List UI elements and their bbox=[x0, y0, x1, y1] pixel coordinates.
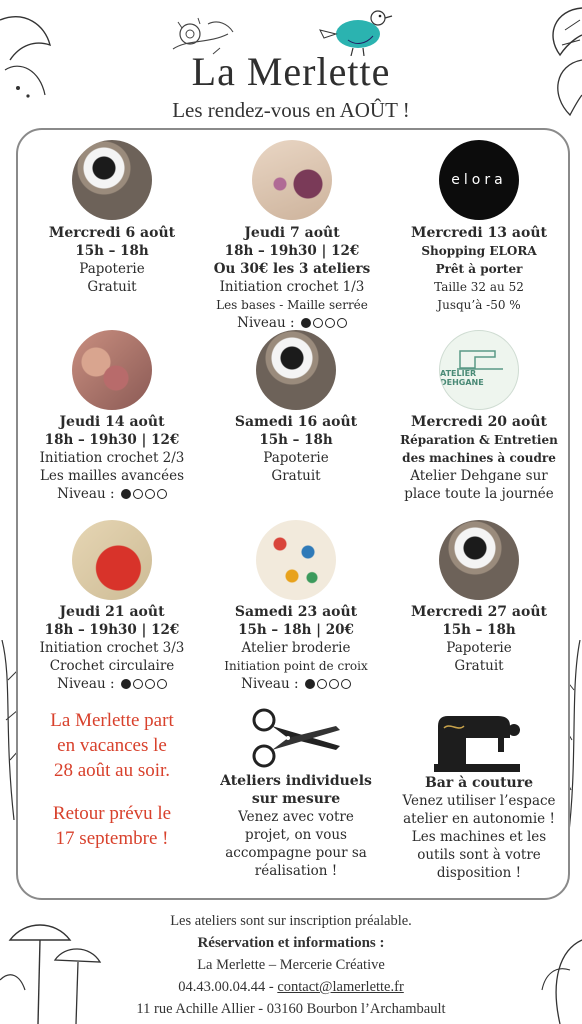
level-dots bbox=[303, 676, 351, 694]
elora-logo-text: elora bbox=[451, 172, 507, 188]
event-price: Gratuit bbox=[271, 468, 321, 484]
coffee-cup-photo bbox=[72, 140, 152, 220]
event-level bbox=[22, 485, 202, 504]
event-detail: Taille 32 au 52 bbox=[434, 280, 524, 294]
event-time: 15h – 18h bbox=[259, 432, 333, 448]
atelier-title: sur mesure bbox=[251, 791, 341, 807]
event-detail: Jusqu’à -50 % bbox=[437, 298, 521, 312]
footer-phone: 04.43.00.04.44 - bbox=[178, 979, 278, 995]
event-detail: Crochet circulaire bbox=[49, 658, 175, 674]
event-subtitle: Shopping ELORA bbox=[421, 244, 537, 258]
event-date: Mercredi 13 août bbox=[411, 225, 547, 241]
level-dots bbox=[299, 315, 347, 333]
bar-text: Venez utiliser l’espace bbox=[402, 793, 556, 809]
event-title: Initiation crochet 1/3 bbox=[219, 279, 365, 295]
level-dots bbox=[119, 676, 167, 694]
footer bbox=[0, 910, 582, 1020]
atelier-dehgane-logo-text: ATELIER DEHGANE bbox=[440, 369, 484, 387]
event-card bbox=[389, 603, 569, 675]
event-bundle-price: Ou 30€ les 3 ateliers bbox=[213, 261, 371, 277]
event-date: Jeudi 14 août bbox=[59, 414, 165, 430]
level-label: Niveau : bbox=[237, 315, 295, 331]
event-date: Mercredi 6 août bbox=[48, 225, 176, 241]
event-time: 18h – 19h30 | 12€ bbox=[44, 622, 180, 638]
event-detail: Les bases - Maille serrée bbox=[216, 298, 368, 312]
atelier-text: accompagne pour sa bbox=[225, 845, 367, 861]
vacation-line: en vacances le bbox=[57, 735, 167, 756]
footer-booking-heading: Réservation et informations : bbox=[197, 935, 385, 951]
atelier-title: Ateliers individuels bbox=[220, 773, 372, 789]
event-date: Samedi 23 août bbox=[234, 604, 358, 620]
level-label: Niveau : bbox=[57, 676, 115, 692]
event-card bbox=[206, 603, 386, 694]
bar-text: Les machines et les bbox=[411, 829, 547, 845]
bar-text: atelier en autonomie ! bbox=[403, 811, 555, 827]
event-time: 15h – 18h bbox=[75, 243, 149, 259]
event-price: Gratuit bbox=[454, 658, 504, 674]
event-level bbox=[206, 675, 386, 694]
atelier-text: réalisation ! bbox=[254, 863, 338, 879]
event-date: Jeudi 7 août bbox=[244, 225, 340, 241]
event-price: Gratuit bbox=[87, 279, 137, 295]
event-detail: Atelier Dehgane sur bbox=[410, 468, 548, 484]
brand-logo-text: La Merlette bbox=[191, 49, 391, 94]
coffee-cup-photo bbox=[439, 520, 519, 600]
bar-text: disposition ! bbox=[436, 865, 522, 881]
event-card bbox=[389, 224, 569, 314]
coffee-cup-photo bbox=[256, 330, 336, 410]
level-label: Niveau : bbox=[57, 486, 115, 502]
crochet-hands-photo bbox=[72, 330, 152, 410]
event-card bbox=[389, 413, 569, 503]
sewing-machine-icon bbox=[432, 708, 522, 774]
event-date: Samedi 16 août bbox=[234, 414, 358, 430]
event-card bbox=[22, 603, 202, 694]
event-time: 15h – 18h | 20€ bbox=[238, 622, 354, 638]
page-subtitle: Les rendez-vous en AOÛT ! bbox=[172, 98, 410, 122]
level-label: Niveau : bbox=[241, 676, 299, 692]
event-date: Mercredi 20 août bbox=[411, 414, 547, 430]
event-subtitle: Réparation & Entretien bbox=[400, 433, 558, 447]
event-time: 15h – 18h bbox=[442, 622, 516, 638]
event-title: Papoterie bbox=[79, 261, 145, 277]
atelier-text: Venez avec votre bbox=[238, 809, 354, 825]
vacation-line: La Merlette part bbox=[50, 710, 174, 731]
event-title: Papoterie bbox=[263, 450, 329, 466]
event-card bbox=[22, 413, 202, 504]
event-time: 18h – 19h30 | 12€ bbox=[224, 243, 360, 259]
bar-title: Bar à couture bbox=[424, 775, 534, 791]
event-level bbox=[22, 675, 202, 694]
event-title: Initiation crochet 3/3 bbox=[39, 640, 185, 656]
vacation-notice bbox=[22, 708, 202, 851]
vacation-line: 28 août au soir. bbox=[53, 760, 171, 781]
event-subtitle: des machines à coudre bbox=[402, 451, 556, 465]
atelier-dehgane-logo bbox=[439, 330, 519, 410]
scissors-icon bbox=[248, 706, 342, 770]
event-card bbox=[22, 224, 202, 296]
event-detail: Initiation point de croix bbox=[224, 659, 368, 673]
crochet-tools-photo bbox=[252, 140, 332, 220]
event-time: 18h – 19h30 | 12€ bbox=[44, 432, 180, 448]
bar-text: outils sont à votre bbox=[417, 847, 541, 863]
event-detail: place toute la journée bbox=[404, 486, 554, 502]
footer-email-link[interactable]: contact@lamerlette.fr bbox=[277, 979, 404, 995]
crochet-circle-photo bbox=[72, 520, 152, 600]
event-card bbox=[202, 224, 382, 333]
vacation-line: 17 septembre ! bbox=[55, 828, 169, 849]
event-title: Atelier broderie bbox=[241, 640, 351, 656]
footer-registration-note: Les ateliers sont sur inscription préalable. bbox=[170, 913, 412, 929]
event-date: Mercredi 27 août bbox=[411, 604, 547, 620]
event-date: Jeudi 21 août bbox=[59, 604, 165, 620]
footer-shop-name: La Merlette – Mercerie Créative bbox=[197, 957, 385, 973]
sewing-machine-icon bbox=[455, 343, 505, 373]
vacation-line: Retour prévu le bbox=[52, 803, 172, 824]
bar-couture-info bbox=[389, 774, 569, 882]
level-dots bbox=[119, 486, 167, 504]
event-card bbox=[206, 413, 386, 485]
atelier-text: projet, on vous bbox=[245, 827, 347, 843]
footer-contact bbox=[0, 976, 582, 998]
footer-address: 11 rue Achille Allier - 03160 Bourbon l’Archambault bbox=[136, 1001, 446, 1017]
event-detail: Les mailles avancées bbox=[39, 468, 185, 484]
atelier-info bbox=[206, 772, 386, 880]
event-subtitle: Prêt à porter bbox=[435, 262, 523, 276]
event-title: Initiation crochet 2/3 bbox=[39, 450, 185, 466]
cross-stitch-photo bbox=[256, 520, 336, 600]
event-title: Papoterie bbox=[446, 640, 512, 656]
elora-logo bbox=[439, 140, 519, 220]
